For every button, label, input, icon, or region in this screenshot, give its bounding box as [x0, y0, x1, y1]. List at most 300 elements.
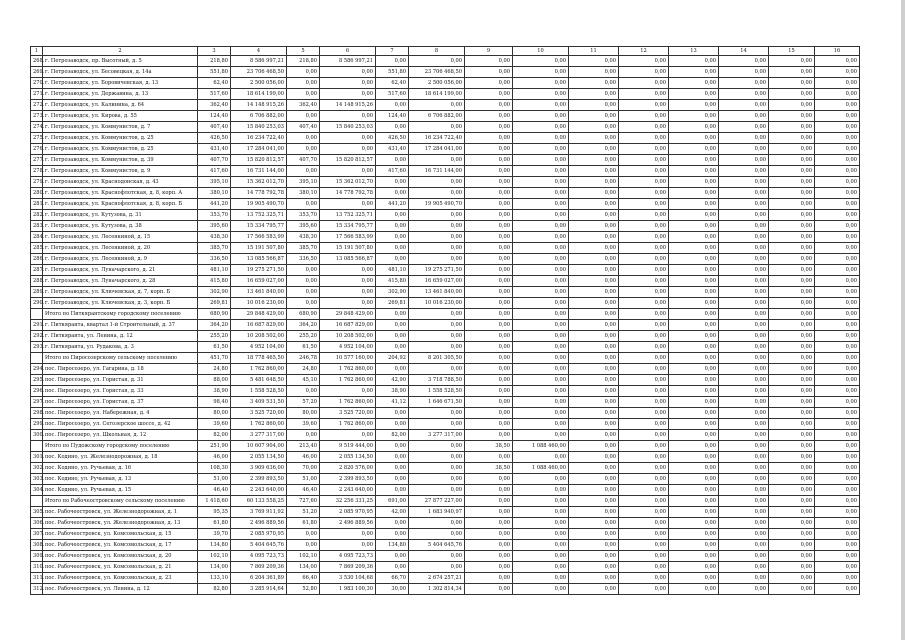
value-cell: 19 905 490,70 [409, 199, 465, 210]
value-cell: 1 762 860,00 [320, 364, 376, 375]
value-cell: 0,00 [409, 463, 465, 474]
value-cell: 82,80 [198, 584, 231, 595]
value-cell: 481,10 [198, 265, 231, 276]
value-cell: 0,00 [815, 56, 860, 67]
row-number-cell: 307. [31, 529, 43, 540]
value-cell: 517,60 [376, 89, 409, 100]
value-cell: 0,00 [669, 584, 719, 595]
value-cell: 0,00 [619, 430, 669, 441]
value-cell: 88,00 [198, 375, 231, 386]
value-cell: 0,00 [513, 474, 569, 485]
value-cell: 0,00 [669, 221, 719, 232]
value-cell: 0,00 [815, 309, 860, 320]
value-cell: 15 840 253,03 [231, 122, 287, 133]
value-cell: 0,00 [465, 144, 513, 155]
value-cell: 1 558 528,50 [409, 386, 465, 397]
value-cell: 0,00 [513, 78, 569, 89]
value-cell: 16 234 722,40 [231, 133, 287, 144]
address-cell: пос. Пиросозеро, ул. Сегозерское шоссе, д. 42 [43, 419, 198, 430]
value-cell: 0,00 [815, 210, 860, 221]
value-cell: 0,00 [465, 507, 513, 518]
value-cell: 0,00 [376, 408, 409, 419]
value-cell: 38,50 [465, 463, 513, 474]
value-cell: 0,00 [769, 243, 815, 254]
value-cell: 0,00 [513, 496, 569, 507]
table-row [31, 199, 860, 210]
value-cell: 0,00 [619, 199, 669, 210]
value-cell: 0,00 [569, 452, 619, 463]
value-cell: 0,00 [619, 309, 669, 320]
table-row [31, 287, 860, 298]
value-cell: 0,00 [669, 364, 719, 375]
value-cell: 7 869 209,36 [320, 562, 376, 573]
value-cell: 0,00 [769, 397, 815, 408]
value-cell: 15 820 812,57 [320, 155, 376, 166]
value-cell: 30,00 [376, 584, 409, 595]
value-cell: 0,00 [719, 199, 769, 210]
value-cell: 0,00 [409, 221, 465, 232]
value-cell: 0,00 [719, 342, 769, 353]
value-cell: 353,70 [198, 210, 231, 221]
address-cell: г. Петрозаводск, ул. Кутузова, д. 31 [43, 210, 198, 221]
value-cell: 0,00 [719, 287, 769, 298]
value-cell: 0,00 [569, 540, 619, 551]
value-cell: 0,00 [669, 287, 719, 298]
address-cell: пос. Кодино, ул. Ручьевая, д. 13 [43, 474, 198, 485]
value-cell: 134,80 [376, 540, 409, 551]
value-cell: 42,00 [376, 507, 409, 518]
value-cell: 0,00 [465, 386, 513, 397]
value-cell: 395,10 [198, 177, 231, 188]
value-cell: 255,20 [287, 331, 320, 342]
subtotal-row [31, 309, 860, 320]
address-cell: Итого по Рабочеостровскому сельскому поселению [43, 496, 198, 507]
value-cell: 0,00 [719, 100, 769, 111]
value-cell: 46,00 [287, 452, 320, 463]
value-cell: 0,00 [619, 584, 669, 595]
value-cell: 0,00 [619, 573, 669, 584]
row-number-cell [31, 353, 43, 364]
address-cell: пос. Рабочеостровск, ул. Ленина, д. 12 [43, 584, 198, 595]
value-cell: 0,00 [769, 232, 815, 243]
value-cell: 0,00 [465, 243, 513, 254]
value-cell: 7 869 209,36 [231, 562, 287, 573]
address-cell: пос. Рабочеостровск, ул. Комсомольская, д. 23 [43, 573, 198, 584]
value-cell: 0,00 [619, 144, 669, 155]
value-cell: 29 848 429,00 [231, 309, 287, 320]
value-cell: 0,00 [465, 254, 513, 265]
value-cell: 0,00 [815, 496, 860, 507]
value-cell: 0,00 [815, 188, 860, 199]
value-cell: 0,00 [465, 342, 513, 353]
value-cell: 0,00 [376, 100, 409, 111]
value-cell: 0,00 [619, 177, 669, 188]
value-cell: 2 496 889,56 [231, 518, 287, 529]
value-cell: 302,90 [198, 287, 231, 298]
table-row [31, 551, 860, 562]
value-cell: 0,00 [513, 309, 569, 320]
address-cell: г. Петрозаводск, ул. Краснофлотская, д. 8, корп. Б [43, 199, 198, 210]
value-cell: 727,60 [287, 496, 320, 507]
value-cell: 0,00 [669, 397, 719, 408]
value-cell: 0,00 [815, 397, 860, 408]
value-cell: 0,00 [719, 254, 769, 265]
value-cell: 0,00 [619, 100, 669, 111]
value-cell: 0,00 [465, 122, 513, 133]
value-cell: 380,10 [287, 188, 320, 199]
value-cell: 0,00 [569, 298, 619, 309]
value-cell: 0,00 [669, 111, 719, 122]
value-cell: 0,00 [719, 67, 769, 78]
value-cell: 14 778 792,78 [320, 188, 376, 199]
value-cell: 0,00 [619, 529, 669, 540]
value-cell: 0,00 [769, 540, 815, 551]
value-cell: 23 706 468,50 [409, 67, 465, 78]
value-cell: 0,00 [569, 67, 619, 78]
value-cell: 0,00 [320, 111, 376, 122]
value-cell: 0,00 [719, 155, 769, 166]
value-cell: 407,40 [198, 122, 231, 133]
value-cell: 0,00 [769, 485, 815, 496]
value-cell: 0,00 [320, 144, 376, 155]
value-cell: 3 525 720,00 [231, 408, 287, 419]
value-cell: 0,00 [569, 265, 619, 276]
value-cell: 0,00 [669, 342, 719, 353]
value-cell: 0,00 [465, 67, 513, 78]
value-cell: 0,00 [815, 78, 860, 89]
value-cell: 395,60 [198, 221, 231, 232]
value-cell: 364,20 [198, 320, 231, 331]
value-cell: 0,00 [376, 452, 409, 463]
value-cell: 0,00 [409, 243, 465, 254]
value-cell: 0,00 [619, 452, 669, 463]
value-cell: 395,60 [287, 221, 320, 232]
value-cell: 426,50 [198, 133, 231, 144]
row-number-cell: 306. [31, 518, 43, 529]
row-number-cell: 283. [31, 221, 43, 232]
value-cell: 24,80 [287, 364, 320, 375]
value-cell: 0,00 [287, 386, 320, 397]
value-cell: 0,00 [465, 364, 513, 375]
value-cell: 680,90 [287, 309, 320, 320]
address-cell: г. Петрозаводск, ул. Бесовецкая, д. 14а [43, 67, 198, 78]
value-cell: 134,00 [198, 562, 231, 573]
value-cell: 0,00 [669, 496, 719, 507]
value-cell: 0,00 [409, 529, 465, 540]
table-row [31, 518, 860, 529]
value-cell: 124,40 [198, 111, 231, 122]
value-cell: 0,00 [719, 265, 769, 276]
value-cell: 0,00 [619, 441, 669, 452]
value-cell: 0,00 [465, 452, 513, 463]
value-cell: 0,00 [619, 287, 669, 298]
value-cell: 0,00 [815, 518, 860, 529]
value-cell: 0,00 [719, 518, 769, 529]
value-cell: 0,00 [465, 430, 513, 441]
value-cell: 0,00 [619, 353, 669, 364]
value-cell: 441,20 [376, 199, 409, 210]
value-cell: 0,00 [465, 375, 513, 386]
value-cell: 0,00 [569, 166, 619, 177]
value-cell: 1 762 860,00 [231, 419, 287, 430]
value-cell: 0,00 [320, 67, 376, 78]
value-cell: 0,00 [376, 254, 409, 265]
value-cell: 0,00 [569, 276, 619, 287]
value-cell: 10 208 502,00 [231, 331, 287, 342]
value-cell: 0,00 [669, 199, 719, 210]
value-cell: 0,00 [719, 430, 769, 441]
value-cell: 0,00 [619, 188, 669, 199]
value-cell: 0,00 [409, 210, 465, 221]
value-cell: 0,00 [719, 309, 769, 320]
value-cell: 0,00 [569, 320, 619, 331]
table-row [31, 375, 860, 386]
value-cell: 0,00 [513, 573, 569, 584]
value-cell: 0,00 [465, 221, 513, 232]
value-cell: 0,00 [619, 111, 669, 122]
value-cell: 353,70 [287, 210, 320, 221]
value-cell: 62,40 [198, 78, 231, 89]
value-cell: 0,00 [719, 89, 769, 100]
value-cell: 3 277 317,00 [231, 430, 287, 441]
value-cell: 0,00 [569, 342, 619, 353]
value-cell: 61,50 [287, 342, 320, 353]
column-number-cell: 11 [569, 47, 619, 56]
value-cell: 0,00 [465, 485, 513, 496]
value-cell: 0,00 [769, 529, 815, 540]
column-number-cell: 12 [619, 47, 669, 56]
value-cell: 0,00 [513, 188, 569, 199]
value-cell: 0,00 [409, 188, 465, 199]
value-cell: 46,40 [287, 485, 320, 496]
value-cell: 66,70 [376, 573, 409, 584]
value-cell: 0,00 [465, 199, 513, 210]
value-cell: 0,00 [669, 441, 719, 452]
value-cell: 0,00 [287, 276, 320, 287]
value-cell: 0,00 [569, 309, 619, 320]
row-number-cell: 294. [31, 364, 43, 375]
value-cell: 80,00 [287, 408, 320, 419]
table-row [31, 78, 860, 89]
value-cell: 0,00 [815, 386, 860, 397]
value-cell: 60 133 558,25 [231, 496, 287, 507]
value-cell: 0,00 [815, 298, 860, 309]
address-cell: г. Петрозаводск, ул. Луначарского, д. 28 [43, 276, 198, 287]
value-cell: 0,00 [569, 397, 619, 408]
address-cell: пос. Рабочеостровск, ул. Комсомольская, д. 20 [43, 551, 198, 562]
value-cell: 46,00 [198, 452, 231, 463]
value-cell: 0,00 [569, 243, 619, 254]
row-number-cell: 282. [31, 210, 43, 221]
value-cell: 0,00 [569, 56, 619, 67]
address-cell: пос. Рабочеостровск, ул. Комсомольская, д. 15 [43, 529, 198, 540]
value-cell: 0,00 [719, 320, 769, 331]
value-cell: 417,60 [198, 166, 231, 177]
address-cell: г. Петрозаводск, ул. Коммунистов, д. 25 [43, 133, 198, 144]
value-cell: 0,00 [815, 474, 860, 485]
value-cell: 16 687 829,00 [320, 320, 376, 331]
value-cell: 0,00 [815, 155, 860, 166]
value-cell: 0,00 [376, 177, 409, 188]
value-cell: 19 905 490,70 [231, 199, 287, 210]
value-cell: 426,50 [376, 133, 409, 144]
row-number-cell: 290. [31, 298, 43, 309]
value-cell: 39,70 [198, 529, 231, 540]
value-cell: 6 706 882,00 [231, 111, 287, 122]
value-cell: 19 275 271,50 [231, 265, 287, 276]
value-cell: 16 687 829,00 [231, 320, 287, 331]
value-cell: 0,00 [376, 562, 409, 573]
value-cell: 0,00 [320, 287, 376, 298]
value-cell: 0,00 [513, 485, 569, 496]
value-cell: 0,00 [669, 320, 719, 331]
value-cell: 0,00 [769, 177, 815, 188]
value-cell: 0,00 [409, 309, 465, 320]
value-cell: 1 762 860,00 [231, 364, 287, 375]
value-cell: 0,00 [376, 188, 409, 199]
value-cell: 0,00 [815, 254, 860, 265]
row-number-cell: 299. [31, 419, 43, 430]
value-cell: 0,00 [376, 419, 409, 430]
value-cell: 0,00 [569, 232, 619, 243]
value-cell: 0,00 [376, 232, 409, 243]
value-cell: 5 404 645,76 [409, 540, 465, 551]
value-cell: 18 614 199,00 [409, 89, 465, 100]
address-cell: Итого по Пиросозерскому сельскому поселению [43, 353, 198, 364]
value-cell: 133,10 [198, 573, 231, 584]
value-cell: 0,00 [669, 188, 719, 199]
address-cell: г. Петрозаводск, ул. Боровичевская, д. 13 [43, 78, 198, 89]
value-cell: 14 778 792,78 [231, 188, 287, 199]
value-cell: 0,00 [513, 133, 569, 144]
value-cell: 0,00 [619, 408, 669, 419]
value-cell: 0,00 [719, 210, 769, 221]
value-cell: 5 481 648,50 [231, 375, 287, 386]
table-row [31, 331, 860, 342]
value-cell: 4 095 723,73 [320, 551, 376, 562]
table-row [31, 573, 860, 584]
value-cell: 24,80 [198, 364, 231, 375]
value-cell: 0,00 [569, 78, 619, 89]
value-cell: 0,00 [815, 276, 860, 287]
row-number-cell: 280. [31, 188, 43, 199]
value-cell: 0,00 [619, 342, 669, 353]
table-row [31, 364, 860, 375]
value-cell: 0,00 [669, 485, 719, 496]
row-number-cell: 285. [31, 243, 43, 254]
value-cell: 0,00 [769, 430, 815, 441]
value-cell: 16 731 144,00 [231, 166, 287, 177]
value-cell: 1 683 940,97 [409, 507, 465, 518]
row-number-cell: 310. [31, 562, 43, 573]
value-cell: 0,00 [769, 463, 815, 474]
value-cell: 80,00 [198, 408, 231, 419]
value-cell: 0,00 [815, 573, 860, 584]
row-number-cell: 274. [31, 122, 43, 133]
value-cell: 0,00 [769, 375, 815, 386]
value-cell: 3 525 720,00 [320, 408, 376, 419]
value-cell: 0,00 [465, 551, 513, 562]
value-cell: 134,00 [287, 562, 320, 573]
value-cell: 16 659 027,00 [409, 276, 465, 287]
value-cell: 0,00 [719, 573, 769, 584]
address-cell: г. Петрозаводск, ул. Луначарского, д. 21 [43, 265, 198, 276]
value-cell: 0,00 [769, 188, 815, 199]
value-cell: 0,00 [619, 507, 669, 518]
value-cell: 0,00 [769, 353, 815, 364]
value-cell: 0,00 [569, 287, 619, 298]
value-cell: 1 646 671,50 [409, 397, 465, 408]
value-cell: 0,00 [465, 584, 513, 595]
page-edge [901, 0, 905, 640]
table-row [31, 529, 860, 540]
value-cell: 18 614 199,00 [231, 89, 287, 100]
value-cell: 0,00 [769, 331, 815, 342]
value-cell: 481,10 [376, 265, 409, 276]
value-cell: 0,00 [815, 408, 860, 419]
value-cell: 134,80 [198, 540, 231, 551]
value-cell: 0,00 [619, 56, 669, 67]
value-cell: 0,00 [719, 232, 769, 243]
value-cell: 0,00 [619, 397, 669, 408]
value-cell: 0,00 [465, 562, 513, 573]
value-cell: 0,00 [769, 386, 815, 397]
value-cell: 0,00 [569, 133, 619, 144]
value-cell: 0,00 [320, 265, 376, 276]
row-number-cell: 278. [31, 166, 43, 177]
value-cell: 0,00 [719, 551, 769, 562]
value-cell: 0,00 [513, 111, 569, 122]
header-row [31, 47, 860, 56]
value-cell: 438,30 [198, 232, 231, 243]
value-cell: 17 284 041,00 [231, 144, 287, 155]
value-cell: 0,00 [669, 265, 719, 276]
value-cell: 0,00 [815, 320, 860, 331]
address-cell: г. Петрозаводск, ул. Коммунистов, д. 9 [43, 166, 198, 177]
value-cell: 10 016 230,00 [409, 298, 465, 309]
column-number-cell: 1 [31, 47, 43, 56]
value-cell: 3 909 636,00 [231, 463, 287, 474]
column-number-cell: 4 [231, 47, 287, 56]
table-row [31, 188, 860, 199]
value-cell: 3 718 788,50 [409, 375, 465, 386]
value-cell: 0,00 [619, 551, 669, 562]
value-cell: 407,40 [287, 122, 320, 133]
value-cell: 0,00 [815, 111, 860, 122]
value-cell: 0,00 [669, 254, 719, 265]
value-cell: 0,00 [513, 507, 569, 518]
value-cell: 0,00 [513, 199, 569, 210]
table-row [31, 342, 860, 353]
value-cell: 0,00 [513, 298, 569, 309]
value-cell: 0,00 [769, 67, 815, 78]
address-cell: г. Петрозаводск, ул. Краснофлотская, д. 8, корп. А [43, 188, 198, 199]
address-cell: г. Петрозаводск, ул. Кутузова, д. 38 [43, 221, 198, 232]
value-cell: 0,00 [769, 199, 815, 210]
value-cell: 17 566 583,99 [320, 232, 376, 243]
value-cell: 42,90 [376, 375, 409, 386]
value-cell: 0,00 [619, 243, 669, 254]
value-cell: 0,00 [465, 320, 513, 331]
value-cell: 0,00 [619, 166, 669, 177]
value-cell: 0,00 [465, 419, 513, 430]
value-cell: 46,40 [198, 485, 231, 496]
value-cell: 0,00 [409, 232, 465, 243]
value-cell: 38,50 [465, 441, 513, 452]
value-cell: 0,00 [465, 155, 513, 166]
value-cell: 0,00 [376, 56, 409, 67]
table-row [31, 562, 860, 573]
